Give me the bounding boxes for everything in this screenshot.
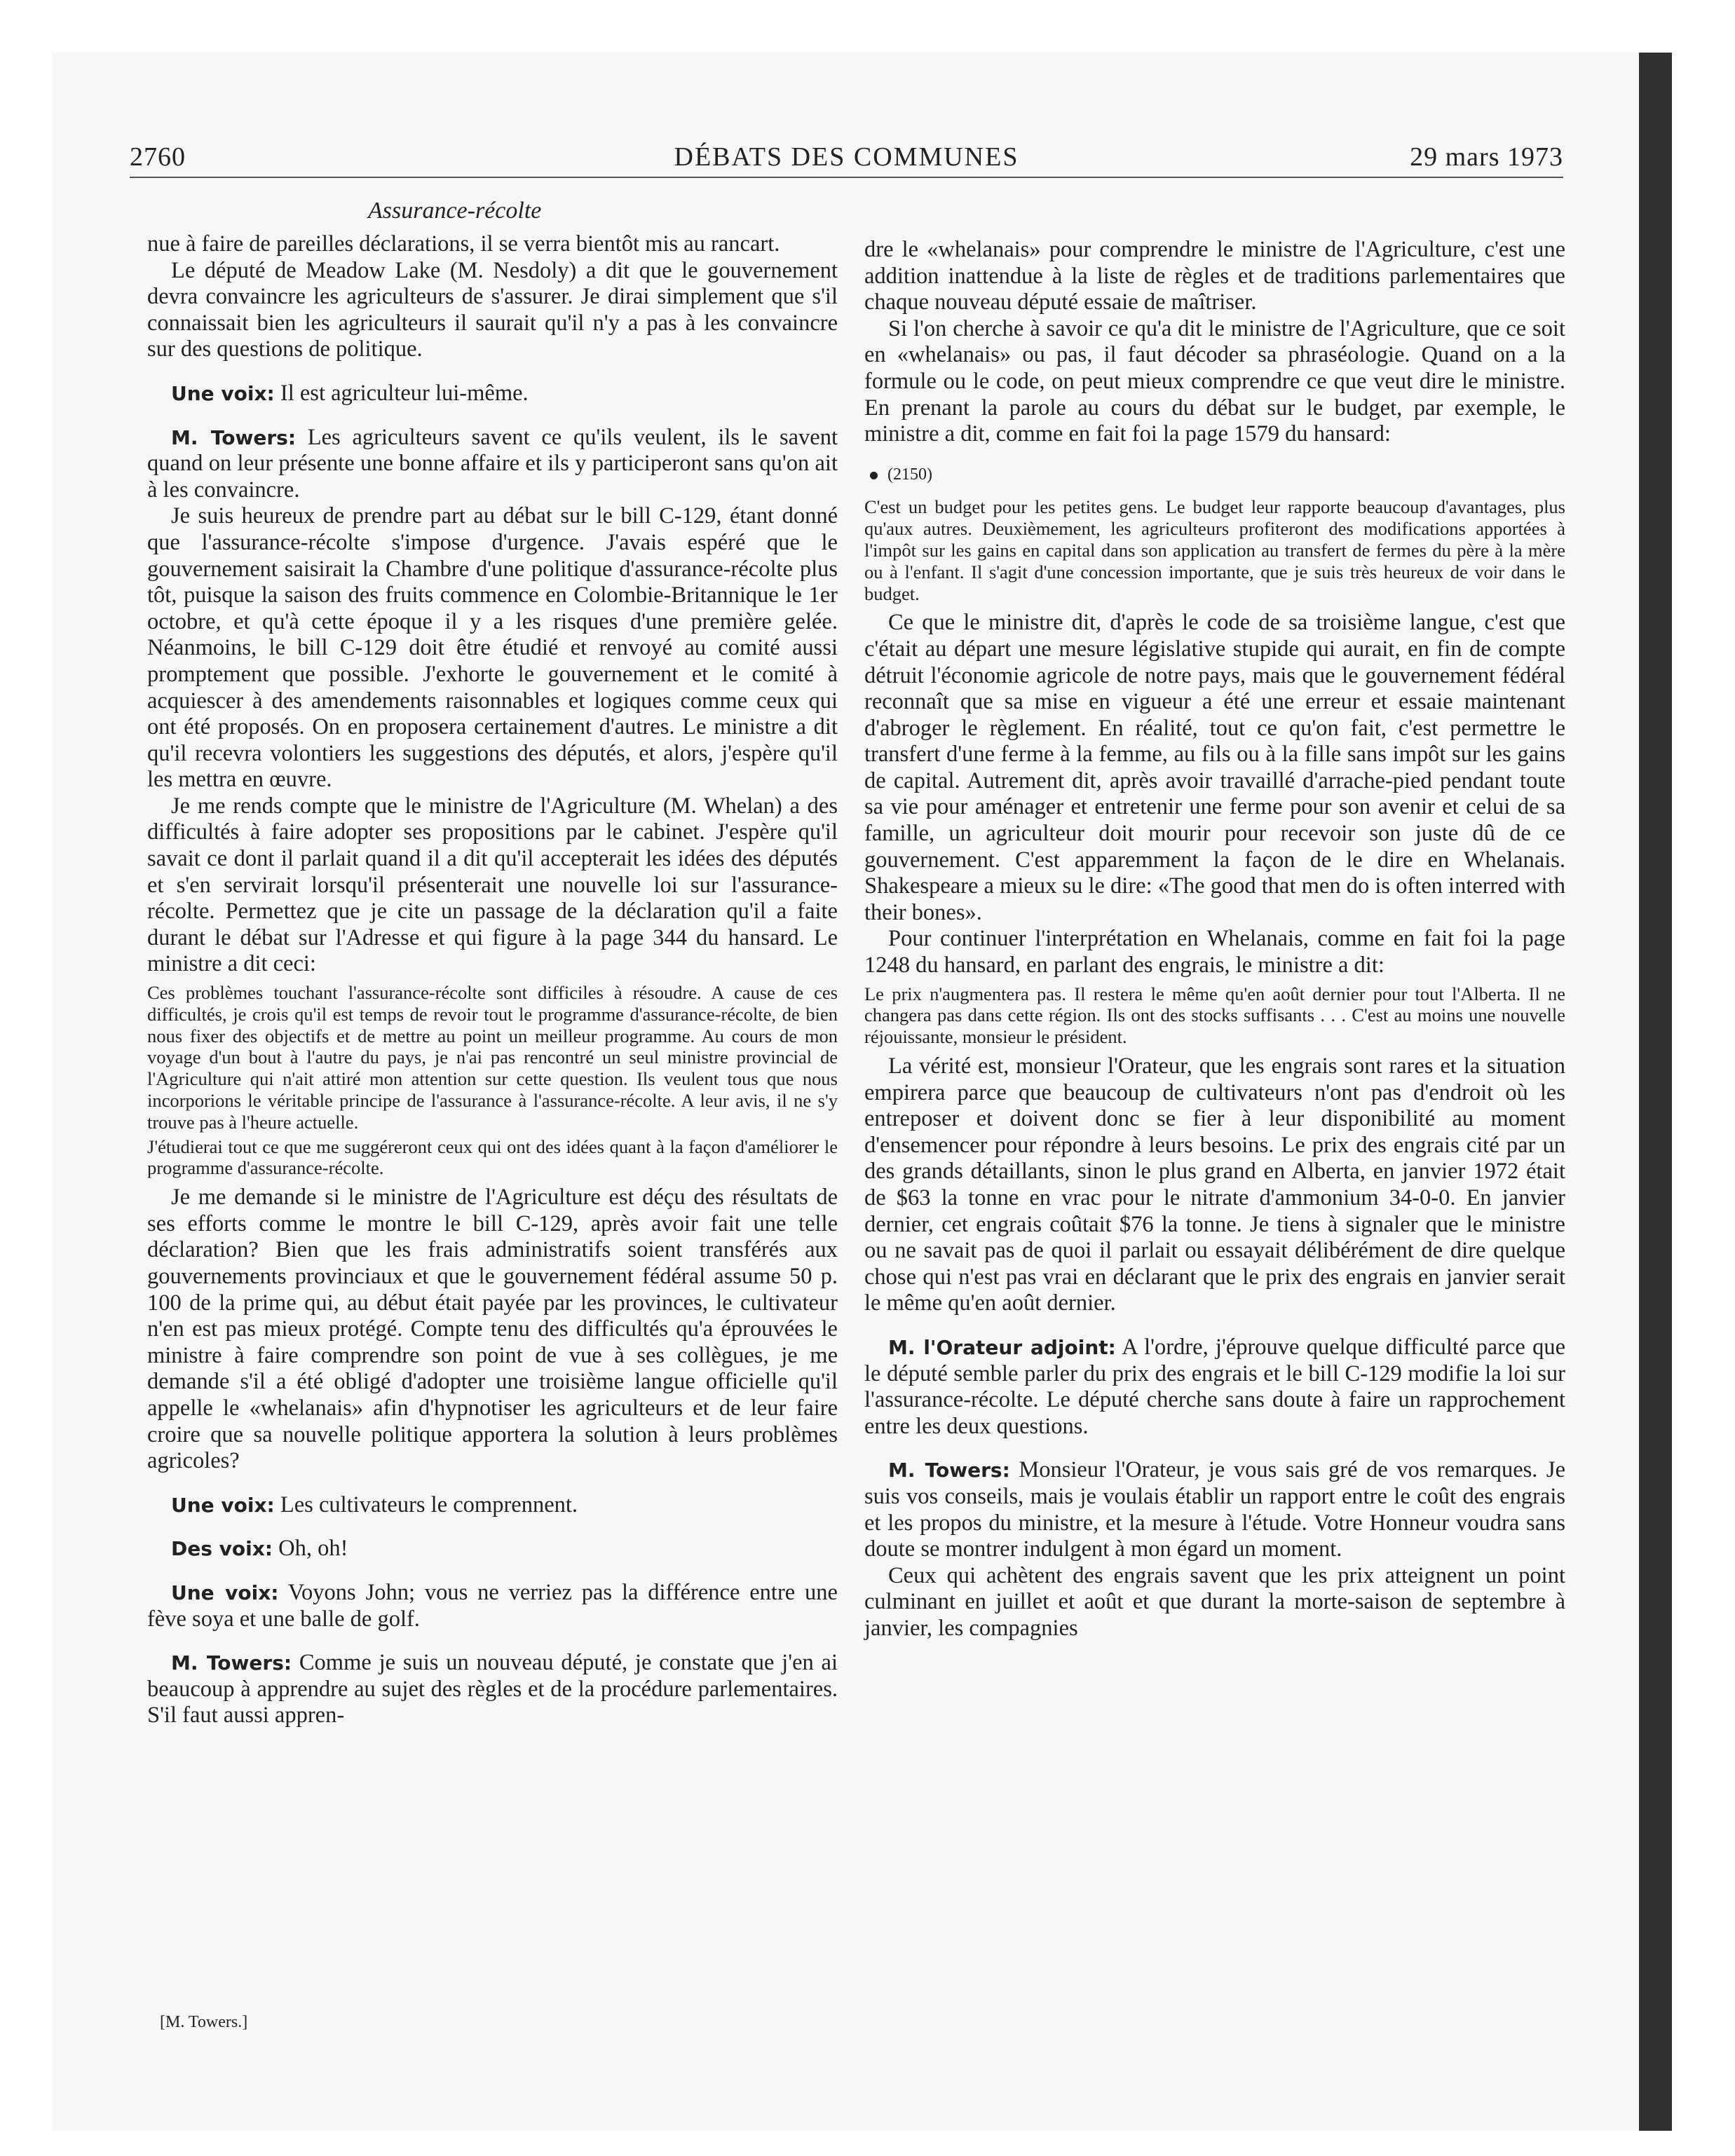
paragraph: Ceux qui achètent des engrais savent que les prix atteignent un point culminant en juillet et août et que durant la morte-saison de septembre à janvier, les compagnies [864,1562,1565,1641]
speaker-label: M. Towers: [171,1651,292,1675]
speaker-label: Une voix: [171,1493,275,1517]
right-column [864,237,1565,1642]
page-date: 29 mars 1973 [1410,142,1563,172]
paragraph: nue à faire de pareilles déclarations, il se verra bientôt mis au rancart. [147,231,780,257]
speaker-label: M. l'Orateur adjoint: [888,1335,1116,1359]
paragraph: Le député de Meadow Lake (M. Nesdoly) a dit que le gouvernement devra convaincre les agriculteurs de s'assurer. Je dirai simplement que s'il connaissait bien les agriculteurs il saurait qu'il n'y a pas à les convaincre sur des questions de politique. [147,257,838,362]
speaker-footer-note: [M. Towers.] [160,2013,248,2031]
speech [147,1492,838,1519]
speech [147,1650,838,1729]
speaker-label: M. Towers: [171,425,297,449]
paragraph: La vérité est, monsieur l'Orateur, que les engrais sont rares et la situation empirera parce que beaucoup de cultivateurs n'ont pas d'endroit où les entreposer et doivent donc se fier à leur disponibilité au moment d'ensemencer pour répondre à leurs besoins. Le prix des engrais cité par un des grands détaillants, sinon le plus grand en Alberta, en janvier 1972 était de $63 la tonne en vrac pour le nitrate d'ammonium 34-0-0. En janvier dernier, cet engrais coûtait $76 la tonne. Je tiens à signaler que le ministre ou ne savait pas de quoi il parlait ou essayait délibérément de dire quelque chose qui n'est pas vrai en déclarant que le prix des engrais en janvier serait le même qu'en août dernier. [864,1053,1565,1316]
speech-text: A l'ordre, j'éprouve quelque difficulté parce que le député semble parler du prix des engrais et le bill C-129 modifie la loi sur l'assurance-récolte. Le député cherche sans doute à faire un rapprochement entre les deux questions. [864,1334,1565,1439]
speech [864,1457,1565,1562]
block-quote [864,496,1565,604]
speech [147,381,838,407]
page-title: DÉBATS DES COMMUNES [674,142,1019,172]
time-marker [870,462,1565,489]
paragraph: Je me rends compte que le ministre de l'Agriculture (M. Whelan) a des difficultés à faire adopter ses propositions par le cabinet. J'espère qu'il savait ce dont il parlait quand il a dit qu'il accepterait les idées des députés et s'en servirait lorsqu'il présenterait une nouvelle loi sur l'assurance-récolte. Permettez que je cite un passage de la déclaration qu'il a faite durant le débat sur l'Adresse et qui figure à la page 344 du hansard. Le ministre a dit ceci: [147,793,838,977]
speaker-label: Une voix: [171,1581,279,1604]
left-column [147,231,838,1729]
bullet-icon [870,472,878,479]
speaker-label: M. Towers: [888,1459,1010,1482]
speech [147,425,838,504]
speaker-label: Des voix: [171,1537,273,1561]
speech-text: Monsieur l'Orateur, je vous sais gré de vos remarques. Je suis vos conseils, mais je voulais établir un rapport entre le coût des engrais et les propos du ministre, et la mesure à l'étude. Votre Honneur voudra sans doute se montrer indulgent à mon égard un moment. [864,1457,1565,1562]
speaker-label: Une voix: [171,381,275,405]
speech-text: Oh, oh! [273,1536,348,1562]
paragraph: dre le «whelanais» pour comprendre le ministre de l'Agriculture, c'est une addition inattendue à la liste de règles et de traditions parlementaires que chaque nouveau député essaie de maîtriser. [864,237,1565,315]
paragraph: Je me demande si le ministre de l'Agriculture est déçu des résultats de ses efforts comme le montre le bill C-129, après avoir fait une telle déclaration? Bien que les frais administratifs soient transférés aux gouvernements provinciaux et que le gouvernement fédéral assume 50 p. 100 de la prime qui, au début était payée par les provinces, le cultivateur n'en est pas mieux protégé. Compte tenu des difficultés qu'a éprouvées le ministre à faire comprendre son point de vue à ses collègues, je me demande s'il a été obligé d'adopter une troisième langue officielle qu'il appelle le «whelanais» afin d'hypnotiser les agriculteurs et de leur faire croire que sa nouvelle politique apportera la solution à leurs problèmes agricoles? [147,1185,838,1474]
speech-text: Les agriculteurs savent ce qu'ils veulent, ils le savent quand on leur présente une bonne affaire et ils y participeront sans qu'on ait à les convaincre. [147,424,838,503]
quote-paragraph: Ces problèmes touchant l'assurance-récolte sont difficiles à résoudre. A cause de ces difficultés, je crois qu'il est temps de revoir tout le programme d'assurance-récolte, de bien nous fixer des objectifs et de mettre au point un meilleur programme. Au cours de mon voyage d'un bout à l'autre du pays, je n'ai pas rencontré un seul ministre provincial de l'Agriculture qui n'ait attiré mon attention sur cette question. Ils veulent tous que nous incorporions le véritable principe de l'assurance à l'assurance-récolte. A leur avis, il ne s'y trouve pas à l'heure actuelle. [147,982,838,1133]
quote-paragraph: C'est un budget pour les petites gens. Le budget leur rapporte beaucoup d'avantages, plus qu'aux autres. Deuxièmement, les agriculteurs profiteront des modifications apportées à l'impôt sur les gains en capital dans son application au transfert de fermes du père à la mère ou à l'enfant. Il s'agit d'une concession importante, que je suis très heureux de voir dans le budget. [864,496,1565,604]
page-number: 2760 [130,142,186,172]
paragraph: Ce que le ministre dit, d'après le code de sa troisième langue, c'est que c'était au départ une mesure législative stupide qui aurait, en fin de compte détruit l'économie agricole de notre pays, mais que le gouvernement fédéral reconnaît que sa mise en vigueur a été une erreur et essaie maintenant d'abroger le règlement. En réalité, tout ce qu'on fait, c'est permettre le transfert d'une ferme à la femme, au fils ou à la fille sans impôt sur les gains de capital. Autrement dit, après avoir travaillé d'arrache-pied pendant toute sa vie pour aménager et entretenir une ferme pour son avenir et celui de sa famille, un agriculteur doit mourir pour recevoir son juste dû de ce gouvernement. C'est apparemment la façon de le dire en Whelanais. Shakespeare a mieux su le dire: «The good that men do is often interred with their bones». [864,610,1565,925]
running-title: Assurance-récolte [368,198,542,224]
paragraph: Si l'on cherche à savoir ce qu'a dit le ministre de l'Agriculture, que ce soit en «whelanais» ou pas, il faut décoder sa phraséologie. Quand on a la formule ou le code, on peut mieux comprendre ce que veut dire le ministre. En prenant la parole au cours du débat sur le budget, par exemple, le ministre a dit, comme en fait foi la page 1579 du hansard: [864,315,1565,447]
block-quote [147,982,838,1179]
paragraph: Je suis heureux de prendre part au débat sur le bill C-129, étant donné que l'assurance-récolte s'impose d'urgence. J'avais espéré que le gouvernement saisirait la Chambre d'une politique d'assurance-récolte plus tôt, puisque la saison des fruits commence en Colombie-Britannique le 1er octobre, et qu'à cette époque il y a les risques d'une première gelée. Néanmoins, le bill C-129 doit être étudié et renvoyé au comité aussi promptement que possible. J'exhorte le gouvernement et le comité à acquiescer à des amendements raisonnables et logiques comme ceux qui ont été proposés. On en proposera certainement d'autres. Le ministre a dit qu'il recevra volontiers les suggestions des députés, et alors, j'espère qu'il les mettra en œuvre. [147,503,838,793]
speech [147,1580,838,1632]
quote-paragraph: J'étudierai tout ce que me suggéreront ceux qui ont des idées quant à la façon d'améliorer le programme d'assurance-récolte. [147,1135,838,1179]
speech [864,1335,1565,1440]
time-marker-text: (2150) [887,465,932,484]
paragraph: Pour continuer l'interprétation en Whelanais, comme en fait foi la page 1248 du hansard, en parlant des engrais, le ministre a dit: [864,926,1565,978]
page-header [130,140,1563,178]
speech-text: Il est agriculteur lui-même. [274,380,529,406]
speech-text: Comme je suis un nouveau député, je constate que j'en ai beaucoup à apprendre au sujet des règles et de la procédure parlementaires. S'il faut aussi appren- [147,1650,838,1728]
quote-paragraph: Le prix n'augmentera pas. Il restera le même qu'en août dernier pour tout l'Alberta. Il ne changera pas dans cette région. Ils ont des stocks suffisants . . . C'est au moins une nouvelle réjouissante, monsieur le président. [864,983,1565,1048]
speech-text: Les cultivateurs le comprennent. [274,1492,578,1517]
scan-edge-bar [1639,53,1672,2131]
block-quote [864,983,1565,1048]
speech-text: Voyons John; vous ne verriez pas la différence entre une fève soya et une balle de golf. [147,1579,838,1632]
speech [147,1536,838,1562]
